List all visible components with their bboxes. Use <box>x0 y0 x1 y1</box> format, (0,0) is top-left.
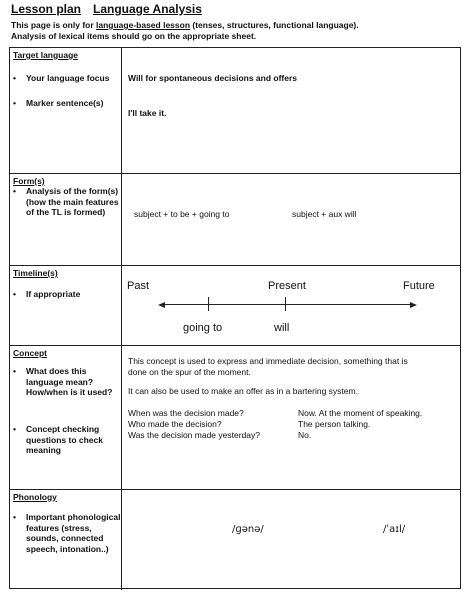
timelines-heading: Timeline(s) <box>13 268 58 278</box>
timeline-present-label: Present <box>268 280 306 292</box>
scope-note-underlined: language-based lesson <box>96 20 191 30</box>
concept-right-cell <box>122 346 460 489</box>
timeline-will-label: will <box>274 322 290 334</box>
marker-sentence-value: I'll take it. <box>128 108 167 118</box>
present-tick <box>285 297 286 311</box>
concept-para1-line1: This concept is used to express and immediate decision, something that is <box>128 356 408 366</box>
target-language-heading: Target language <box>13 50 79 60</box>
timeline-axis <box>164 304 411 305</box>
lesson-plan-title: Lesson plan <box>11 2 82 16</box>
row-timelines <box>10 266 460 346</box>
timeline-right-cell <box>122 266 460 345</box>
timeline-future-label: Future <box>403 280 435 292</box>
ccq-question-3: Was the decision made yesterday? <box>128 430 260 440</box>
forms-right-cell <box>122 174 460 265</box>
concept-left-cell <box>10 346 122 489</box>
phonology-right-cell <box>122 490 460 590</box>
phonology-left-cell <box>10 490 122 590</box>
ccq-answer-2: The person talking. <box>298 419 371 429</box>
what-does-mean-label: What does this language mean? How/when is it used? <box>26 366 113 397</box>
row-target-language <box>10 48 460 174</box>
language-focus-value: Will for spontaneous decisions and offers <box>128 73 297 83</box>
will-form: subject + aux will <box>292 209 357 219</box>
row-forms <box>10 174 460 266</box>
row-concept <box>10 346 460 490</box>
scope-note <box>11 20 359 30</box>
language-analysis-title: Language Analysis <box>93 2 202 16</box>
forms-left-cell <box>10 174 122 265</box>
phonology-heading: Phonology <box>13 492 57 502</box>
marker-sentences-label: Marker sentence(s) <box>26 98 104 108</box>
forms-heading: Form(s) <box>13 176 45 186</box>
ipa-ill: /ˈaɪl/ <box>383 524 406 535</box>
phonological-features-label: Important phonological features (stress, sounds, connected speech, intonation..) <box>26 512 121 554</box>
target-left-cell <box>10 48 122 173</box>
concept-heading: Concept <box>13 348 47 358</box>
row-phonology <box>10 490 460 590</box>
ccq-answer-3: No. <box>298 430 312 440</box>
target-right-cell <box>122 48 460 173</box>
language-focus-label: Your language focus <box>26 73 110 83</box>
concept-checking-label: Concept checking questions to check meaning <box>26 424 103 455</box>
bullet-what-does-mean: • What does this language mean? How/when is it used? <box>13 366 121 398</box>
concept-para2: It can also be used to make an offer as in a bartering system. <box>128 386 358 396</box>
concept-para1-line2: done on the spur of the moment. <box>128 367 251 377</box>
if-appropriate-label: If appropriate <box>26 289 81 299</box>
ccq-question-1: When was the decision made? <box>128 408 244 418</box>
bullet-if-appropriate: • If appropriate <box>13 289 121 300</box>
ccq-question-2: Who made the decision? <box>128 419 222 429</box>
ccq-answer-1: Now. At the moment of speaking. <box>298 408 423 418</box>
timeline-left-cell <box>10 266 122 345</box>
scope-note-suffix: (tenses, structures, functional language). <box>190 20 359 30</box>
timeline-past-label: Past <box>127 280 150 292</box>
bullet-phonological-features: • Important phonological features (stress, sounds, connected speech, intonation..) <box>13 512 121 554</box>
bullet-language-focus: • Your language focus <box>13 73 121 84</box>
timeline-going-to-label: going to <box>183 322 223 334</box>
analysis-table <box>9 47 461 589</box>
bullet-marker-sentences: • Marker sentence(s) <box>13 98 121 109</box>
lexical-note: Analysis of lexical items should go on the appropriate sheet. <box>11 31 257 41</box>
bullet-concept-checking: • Concept checking questions to check meaning <box>13 424 121 456</box>
scope-note-prefix: This page is only for <box>11 20 97 30</box>
going-to-form: subject + to be + going to <box>134 209 230 219</box>
timeline-right-arrow-icon <box>410 302 417 308</box>
form-analysis-label: Analysis of the form(s) (how the main features of the TL is formed) <box>26 186 119 217</box>
ipa-going-to: /ɡənə/ <box>232 524 264 535</box>
bullet-form-analysis: • Analysis of the form(s) (how the main features of the TL is formed) <box>13 186 121 218</box>
going-to-tick <box>208 297 209 311</box>
